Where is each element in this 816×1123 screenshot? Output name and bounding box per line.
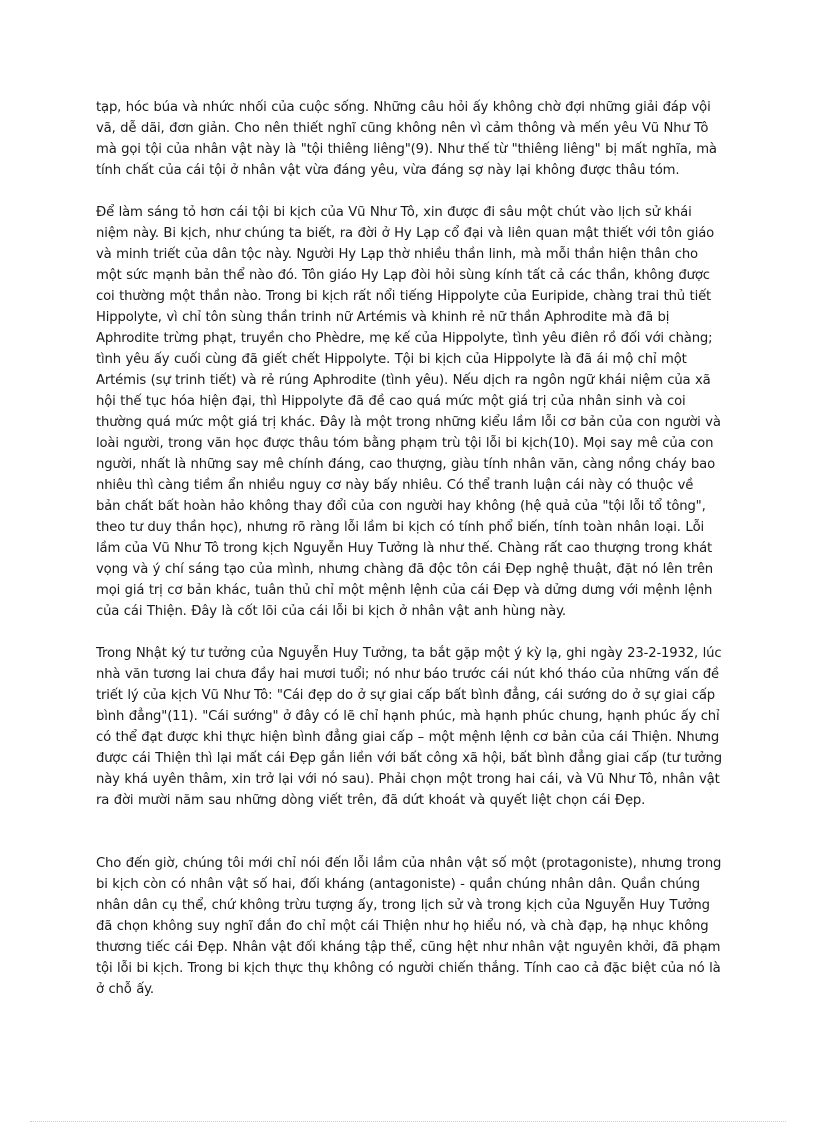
paragraph-4: Cho đến giờ, chúng tôi mới chỉ nói đến lỗi lầm của nhân vật số một (protagoniste), nhưng trong bi kịch còn có nhân vật số hai, đối kháng (antagoniste) - quần chúng nhân dân. Quần chúng nhân dân cụ thể, chứ không trừu tượng ấy, trong lịch sử và trong kịch của Nguyễn Huy Tưởng đã chọn không suy nghĩ đắn đo chỉ một cái Thiện như họ hiểu nó, và chà đạp, hạ nhục không thương tiếc cái Đẹp. Nhân vật đối kháng tập thể, cũng hệt như nhân vật nguyên khởi, đã phạm tội lỗi bi kịch. Trong bi kịch thực thụ không có người chiến thắng. Tính cao cả đặc biệt của nó là ở chỗ ấy. bbox=[96, 856, 722, 997]
paragraph-2: Để làm sáng tỏ hơn cái tội bi kịch của Vũ Như Tô, xin được đi sâu một chút vào lịch sử khái niệm này. Bi kịch, như chúng ta biết, ra đời ở Hy Lạp cổ đại và liên quan mật thiết với tôn giáo và minh triết của dân tộc này. Người Hy Lạp thờ nhiều thần linh, mà mỗi thần hiện thân cho một sức mạnh bản thể nào đó. Tôn giáo Hy Lạp đòi hỏi sùng kính tất cả các thần, không được coi thường một thần nào. Trong bi kịch rất nổi tiếng Hippolyte của Euripide, chàng trai thủ tiết Hippolyte, vì chỉ tôn sùng thần trinh nữ Artémis và khinh rẻ nữ thần Aphrodite mà đã bị Aphrodite trừng phạt, truyền cho Phèdre, mẹ kế của Hippolyte, tình yêu điên rồ đối với chàng; tình yêu ấy cuối cùng đã giết chết Hippolyte. Tội bi kịch của Hippolyte là đã ái mộ chỉ một Artémis (sự trinh tiết) và rẻ rúng Aphrodite (tình yêu). Nếu dịch ra ngôn ngữ khái niệm của xã hội thế tục hóa hiện đại, thì Hippolyte đã đề cao quá mức một giá trị của nhân sinh và coi thường quá mức một giá trị khác. Đây là một trong những kiểu lầm lỗi cơ bản của con người và loài người, trong văn học được thâu tóm bằng phạm trù tội lỗi bi kịch(10). Mọi say mê của con người, nhất là những say mê chính đáng, cao thượng, giàu tính nhân văn, càng nồng cháy bao nhiêu thì càng tiềm ẩn nhiều nguy cơ này bấy nhiêu. Có thể tranh luận cái này có thuộc về bản chất bất hoàn hảo không thay đổi của con người hay không (hệ quả của "tội lỗi tổ tông", theo tư duy thần học), nhưng rõ ràng lỗi lầm bi kịch có tính phổ biến, tính toàn nhân loại. Lỗi lầm của Vũ Như Tô trong kịch Nguyễn Huy Tưởng là như thế. Chàng rất cao thượng trong khát vọng và ý chí sáng tạo của mình, nhưng chàng đã độc tôn cái Đẹp nghệ thuật, đặt nó lên trên mọi giá trị cơ bản khác, tuân thủ chỉ một mệnh lệnh của cái Đẹp và dửng dưng với mệnh lệnh của cái Thiện. Đây là cốt lõi của cái lỗi bi kịch ở nhân vật anh hùng này. bbox=[96, 205, 721, 619]
paragraph-3: Trong Nhật ký tư tưởng của Nguyễn Huy Tưởng, ta bắt gặp một ý kỳ lạ, ghi ngày 23-2-1932, lúc nhà văn tương lai chưa đầy hai mươi tuổi; nó như báo trước cái nút khó tháo của những vấn đề triết lý của kịch Vũ Như Tô: "Cái đẹp do ở sự giai cấp bất bình đẳng, cái sướng do ở sự giai cấp bình đẳng"(11). "Cái sướng" ở đây có lẽ chỉ hạnh phúc, mà hạnh phúc chung, hạnh phúc ấy chỉ có thể đạt được khi thực hiện bình đẳng giai cấp – một mệnh lệnh cơ bản của cái Thiện. Nhưng được cái Thiện thì lại mất cái Đẹp gắn liền với bất công xã hội, bất bình đẳng giai cấp (tư tưởng này khá uyên thâm, xin trở lại với nó sau). Phải chọn một trong hai cái, và Vũ Như Tô, nhân vật ra đời mười năm sau những dòng viết trên, đã dứt khoát và quyết liệt chọn cái Đẹp. bbox=[96, 646, 722, 808]
document-body bbox=[96, 97, 722, 1000]
paragraph-1: tạp, hóc búa và nhức nhối của cuộc sống. Những câu hỏi ấy không chờ đợi những giải đáp vội vã, dễ dãi, đơn giản. Cho nên thiết nghĩ cũng không nên vì cảm thông và mến yêu Vũ Như Tô mà gọi tội của nhân vật này là "tội thiêng liêng"(9). Như thế từ "thiêng liêng" bị mất nghĩa, mà tính chất của cái tội ở nhân vật vừa đáng yêu, vừa đáng sợ này lại không được thâu tóm. bbox=[96, 100, 717, 178]
page-bottom-divider bbox=[30, 1121, 786, 1122]
